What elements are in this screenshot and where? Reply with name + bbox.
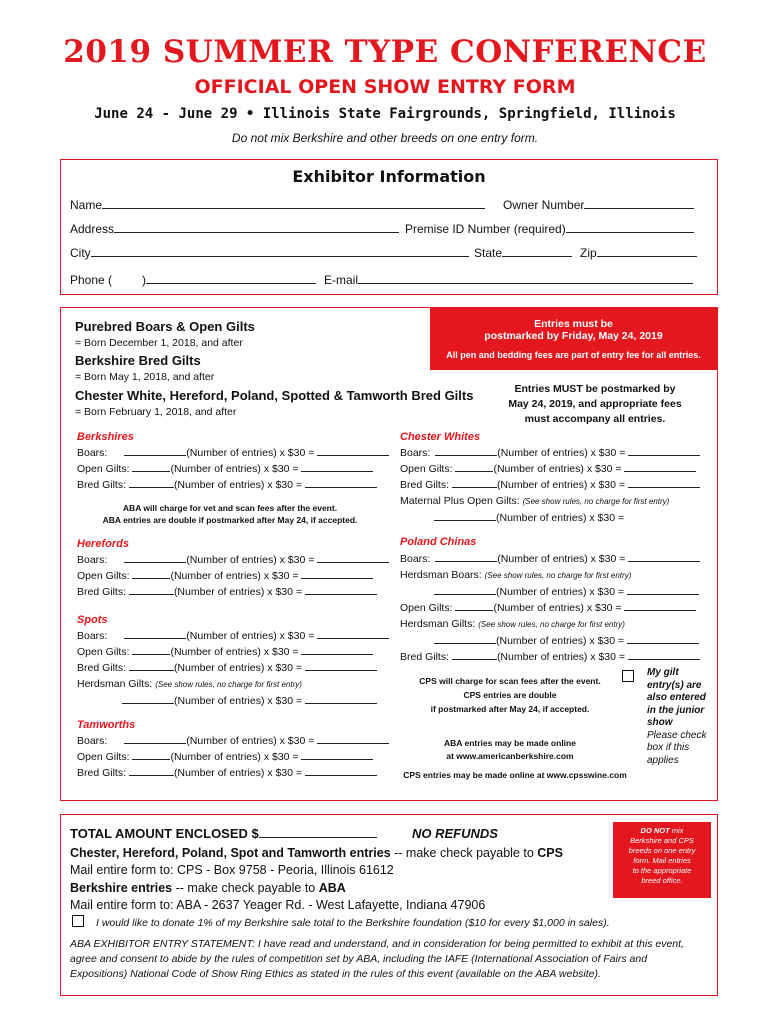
here-boars-calc: (Number of entries) x $30 = bbox=[186, 554, 315, 566]
poland-boars-count[interactable] bbox=[435, 551, 497, 562]
exhibitor-info-box bbox=[60, 159, 718, 295]
tam-opengilts-calc: (Number of entries) x $30 = bbox=[170, 751, 299, 763]
tam-boars-total[interactable] bbox=[317, 733, 389, 744]
chester-opengilts-count[interactable] bbox=[455, 461, 493, 472]
poland-bredgilts-label: Bred Gilts: bbox=[400, 651, 450, 663]
poland-bredgilts-total[interactable] bbox=[628, 649, 700, 660]
berk-boars-count[interactable] bbox=[124, 445, 186, 456]
poland-boars-total[interactable] bbox=[628, 551, 700, 562]
postmark-note bbox=[495, 382, 695, 427]
poland-herdsman-gilts-rules: (See show rules, no charge for first entry) bbox=[478, 620, 625, 629]
chester-bredgilts-count[interactable] bbox=[452, 477, 497, 488]
chester-bredgilts-label: Bred Gilts: bbox=[400, 479, 450, 491]
chester-bredgilts-calc: (Number of entries) x $30 = bbox=[496, 479, 626, 491]
aba-entry-statement: ABA EXHIBITOR ENTRY STATEMENT: I have read and understand, and in consideration for being permitted to exhibit at this event, agree and consent to abide by the rules of competition set by ABA, including the IAFE (International Association of Fairs and Expositions) National Code of Show Ring Ethics as stated in the rules of this event (available on the ABA website). bbox=[70, 938, 684, 980]
chester-boars-total[interactable] bbox=[628, 445, 700, 456]
postmark-banner bbox=[430, 308, 717, 370]
state-label: State bbox=[474, 246, 503, 260]
spot-boars-count[interactable] bbox=[124, 628, 186, 639]
total-amount-label: TOTAL AMOUNT ENCLOSED $ bbox=[70, 826, 259, 841]
here-opengilts-count[interactable] bbox=[132, 568, 170, 579]
junior-l7: box if this bbox=[647, 742, 690, 753]
cps-mail-address: Mail entire form to: CPS - Box 9758 - Peoria, Illinois 61612 bbox=[70, 863, 394, 877]
dnm-l3: breeds on one entry bbox=[628, 846, 696, 855]
aba-mail-address: Mail entire form to: ABA - 2637 Yeager Rd. - West Lafayette, Indiana 47906 bbox=[70, 898, 486, 912]
here-boars-label: Boars: bbox=[77, 554, 108, 566]
junior-l3: also entered bbox=[647, 692, 706, 703]
dnm-l1: DO NOT bbox=[640, 826, 670, 835]
donate-checkbox[interactable] bbox=[72, 915, 84, 927]
dnm-l4: form. Mail entries bbox=[633, 856, 691, 865]
spot-herdsman-label: Herdsman Gilts: bbox=[77, 678, 153, 690]
berkshires-list bbox=[77, 445, 389, 493]
category-2-born: = Born May 1, 2018, and after bbox=[75, 371, 215, 383]
herefords-list bbox=[77, 552, 389, 600]
exhibitor-title: Exhibitor Information bbox=[292, 167, 486, 186]
phone-close: ) bbox=[142, 273, 147, 287]
berk-bredgilts-label: Bred Gilts: bbox=[77, 479, 127, 491]
chester-maternal-count[interactable] bbox=[434, 510, 496, 521]
junior-l5: show bbox=[647, 717, 673, 728]
aba-online-line1: ABA entries may be made online bbox=[444, 738, 576, 748]
chester-opengilts-calc: (Number of entries) x $30 = bbox=[493, 463, 622, 475]
aba-payable-text: -- make check payable to bbox=[172, 881, 319, 895]
spot-bredgilts-calc: (Number of entries) x $30 = bbox=[173, 662, 303, 674]
tam-opengilts-label: Open Gilts: bbox=[77, 751, 130, 763]
chester-bredgilts-total[interactable] bbox=[628, 477, 700, 488]
tam-bredgilts-label: Bred Gilts: bbox=[77, 767, 127, 779]
berk-boars-calc: (Number of entries) x $30 = bbox=[186, 447, 315, 459]
berk-bredgilts-total[interactable] bbox=[305, 477, 377, 488]
name-label: Name bbox=[70, 198, 103, 212]
donate-text: I would like to donate 1% of my Berkshire sale total to the Berkshire foundation ($10 for every $1,000 in sales). bbox=[96, 917, 610, 929]
dnm-l1b: mix bbox=[669, 826, 684, 835]
berk-opengilts-label: Open Gilts: bbox=[77, 463, 130, 475]
junior-l2: entry(s) are bbox=[647, 679, 702, 691]
spot-opengilts-label: Open Gilts: bbox=[77, 646, 130, 658]
poland-herdsman-boars-rules: (See show rules, no charge for first entry) bbox=[484, 571, 632, 580]
breed-herefords: Herefords bbox=[77, 538, 129, 550]
cps-payee: CPS bbox=[537, 846, 563, 860]
here-opengilts-total[interactable] bbox=[301, 568, 373, 579]
junior-show-note bbox=[647, 667, 706, 767]
berk-bredgilts-calc: (Number of entries) x $30 = bbox=[173, 479, 303, 491]
chester-boars-label: Boars: bbox=[400, 447, 431, 459]
berk-entries-label: Berkshire entries bbox=[70, 881, 173, 895]
category-3-title: Chester White, Hereford, Poland, Spotted & Tamworth Bred Gilts bbox=[75, 388, 474, 403]
name-field[interactable] bbox=[102, 198, 485, 209]
banner-line2: postmarked by Friday, May 24, 2019 bbox=[484, 330, 663, 342]
cps-note-line3: if postmarked after May 24, if accepted. bbox=[430, 704, 590, 714]
chester-maternal-rules: (See show rules, no charge for first entry) bbox=[522, 497, 670, 506]
category-2-title: Berkshire Bred Gilts bbox=[75, 353, 201, 368]
poland-herdsman-boars-label: Herdsman Boars: bbox=[400, 569, 482, 581]
spot-herdsman-rules: (See show rules, no charge for first entry) bbox=[155, 680, 302, 689]
phone-label: Phone ( bbox=[70, 273, 113, 287]
tamworths-list bbox=[77, 733, 389, 781]
total-amount-field[interactable] bbox=[259, 827, 377, 838]
zip-field[interactable] bbox=[597, 246, 697, 257]
here-bredgilts-count[interactable] bbox=[129, 584, 174, 595]
cps-payment-line bbox=[70, 846, 563, 860]
berk-opengilts-count[interactable] bbox=[132, 461, 170, 472]
tam-bredgilts-calc: (Number of entries) x $30 = bbox=[173, 767, 303, 779]
address-field[interactable] bbox=[114, 222, 399, 233]
junior-l4: in the junior bbox=[647, 704, 705, 716]
poland-herdsman-boars-total[interactable] bbox=[627, 584, 699, 595]
spot-bredgilts-total[interactable] bbox=[305, 660, 377, 671]
junior-l6: Please check bbox=[647, 729, 707, 741]
berk-boars-total[interactable] bbox=[317, 445, 389, 456]
poland-herdsman-gilts-total[interactable] bbox=[627, 633, 699, 644]
spots-list bbox=[77, 628, 389, 709]
category-1-title: Purebred Boars & Open Gilts bbox=[75, 319, 255, 334]
tam-boars-count[interactable] bbox=[124, 733, 186, 744]
poland-herdsman-boars-calc: (Number of entries) x $30 = bbox=[496, 586, 625, 598]
aba-online-line2: at www.americanberkshire.com bbox=[446, 751, 574, 761]
banner-line3: All pen and bedding fees are part of entry fee for all entries. bbox=[446, 350, 701, 360]
spot-opengilts-total[interactable] bbox=[301, 644, 373, 655]
chester-opengilts-total[interactable] bbox=[624, 461, 696, 472]
spot-herdsman-calc: (Number of entries) x $30 = bbox=[174, 695, 303, 707]
tam-opengilts-count[interactable] bbox=[132, 749, 170, 760]
form-title: 2019 SUMMER TYPE CONFERENCE bbox=[63, 34, 707, 70]
city-label: City bbox=[70, 246, 91, 260]
breed-berkshires: Berkshires bbox=[77, 431, 134, 443]
spot-boars-calc: (Number of entries) x $30 = bbox=[186, 630, 315, 642]
address-label: Address bbox=[70, 222, 115, 236]
poland-opengilts-calc: (Number of entries) x $30 = bbox=[493, 602, 622, 614]
chester-opengilts-label: Open Gilts: bbox=[400, 463, 453, 475]
total-amount bbox=[70, 826, 377, 841]
poland-list bbox=[400, 551, 700, 665]
spot-herdsman-total[interactable] bbox=[305, 693, 377, 704]
email-field[interactable] bbox=[358, 273, 693, 284]
cps-charge-note bbox=[405, 674, 615, 716]
aba-note-line2: ABA entries are double if postmarked after May 24, if accepted. bbox=[102, 515, 358, 525]
poland-herdsman-gilts-count[interactable] bbox=[434, 633, 496, 644]
postmark-note-line2: May 24, 2019, and appropriate fees bbox=[508, 398, 682, 410]
owner-number-field[interactable] bbox=[584, 198, 694, 209]
poland-bredgilts-count[interactable] bbox=[452, 649, 497, 660]
poland-herdsman-boars-count[interactable] bbox=[434, 584, 496, 595]
spot-bredgilts-count[interactable] bbox=[129, 660, 174, 671]
aba-note-line1: ABA will charge for vet and scan fees after the event. bbox=[122, 503, 338, 513]
junior-show-checkbox[interactable] bbox=[622, 670, 634, 682]
poland-herdsman-gilts-label: Herdsman Gilts: bbox=[400, 618, 476, 630]
spot-opengilts-calc: (Number of entries) x $30 = bbox=[170, 646, 299, 658]
dnm-l2: Berkshire and CPS bbox=[630, 836, 694, 845]
dnm-l5: to the appropriate bbox=[632, 866, 692, 875]
postmark-note-line1: Entries MUST be postmarked by bbox=[514, 383, 676, 395]
cps-online-note: CPS entries may be made online at www.cpsswine.com bbox=[403, 770, 627, 780]
poland-boars-calc: (Number of entries) x $30 = bbox=[497, 553, 626, 565]
aba-online-note bbox=[405, 737, 615, 763]
here-opengilts-calc: (Number of entries) x $30 = bbox=[170, 570, 299, 582]
poland-bredgilts-calc: (Number of entries) x $30 = bbox=[496, 651, 626, 663]
poland-opengilts-total[interactable] bbox=[624, 600, 696, 611]
poland-herdsman-gilts-calc: (Number of entries) x $30 = bbox=[496, 635, 625, 647]
breed-tamworths: Tamworths bbox=[77, 719, 136, 731]
postmark-note-line3: must accompany all entries. bbox=[524, 413, 666, 425]
tam-boars-label: Boars: bbox=[77, 735, 108, 747]
category-3-born: = Born February 1, 2018, and after bbox=[75, 406, 237, 418]
berk-boars-label: Boars: bbox=[77, 447, 108, 459]
zip-label: Zip bbox=[580, 246, 597, 260]
here-bredgilts-label: Bred Gilts: bbox=[77, 586, 127, 598]
here-boars-total[interactable] bbox=[317, 552, 389, 563]
chester-boars-count[interactable] bbox=[435, 445, 497, 456]
banner-line1: Entries must be bbox=[534, 318, 613, 330]
junior-l1: My gilt bbox=[647, 667, 679, 678]
junior-l8: applies bbox=[647, 754, 679, 766]
here-bredgilts-calc: (Number of entries) x $30 = bbox=[173, 586, 303, 598]
cps-entries-label: Chester, Hereford, Poland, Spot and Tamworth entries bbox=[70, 846, 391, 860]
no-refunds: NO REFUNDS bbox=[412, 826, 498, 841]
state-field[interactable] bbox=[502, 246, 572, 257]
chester-maternal-calc: (Number of entries) x $30 = bbox=[496, 512, 625, 524]
dnm-l6: breed office. bbox=[641, 876, 683, 885]
tam-boars-calc: (Number of entries) x $30 = bbox=[186, 735, 315, 747]
do-not-mix-notice bbox=[613, 822, 711, 898]
tam-bredgilts-total[interactable] bbox=[305, 765, 377, 776]
spot-bredgilts-label: Bred Gilts: bbox=[77, 662, 127, 674]
aba-payment-line bbox=[70, 881, 346, 895]
spot-boars-label: Boars: bbox=[77, 630, 108, 642]
breed-chester-whites: Chester Whites bbox=[400, 431, 481, 443]
berk-opengilts-calc: (Number of entries) x $30 = bbox=[170, 463, 299, 475]
poland-opengilts-count[interactable] bbox=[455, 600, 493, 611]
here-boars-count[interactable] bbox=[124, 552, 186, 563]
spot-opengilts-count[interactable] bbox=[132, 644, 170, 655]
phone-field[interactable] bbox=[146, 273, 316, 284]
tam-opengilts-total[interactable] bbox=[301, 749, 373, 760]
aba-charge-note bbox=[75, 503, 385, 525]
cps-note-line2: CPS entries are double bbox=[463, 690, 557, 700]
form-subtitle: OFFICIAL OPEN SHOW ENTRY FORM bbox=[194, 76, 576, 98]
here-opengilts-label: Open Gilts: bbox=[77, 570, 130, 582]
spot-herdsman-count[interactable] bbox=[122, 693, 174, 704]
here-bredgilts-total[interactable] bbox=[305, 584, 377, 595]
city-field[interactable] bbox=[91, 246, 469, 257]
chester-list bbox=[400, 445, 700, 526]
category-1-born: = Born December 1, 2018, and after bbox=[75, 337, 243, 349]
breed-spots: Spots bbox=[77, 614, 108, 626]
berk-opengilts-total[interactable] bbox=[301, 461, 373, 472]
berk-bredgilts-count[interactable] bbox=[129, 477, 174, 488]
email-label: E-mail bbox=[324, 273, 359, 287]
breed-poland-chinas: Poland Chinas bbox=[400, 536, 477, 548]
chester-maternal-label: Maternal Plus Open Gilts: bbox=[400, 495, 520, 507]
aba-payee: ABA bbox=[318, 881, 346, 895]
tam-bredgilts-count[interactable] bbox=[129, 765, 174, 776]
event-dates: June 24 - June 29 • Illinois State Fairgrounds, Springfield, Illinois bbox=[94, 106, 676, 122]
premise-id-field[interactable] bbox=[566, 222, 694, 233]
spot-boars-total[interactable] bbox=[317, 628, 389, 639]
poland-opengilts-label: Open Gilts: bbox=[400, 602, 453, 614]
poland-boars-label: Boars: bbox=[400, 553, 431, 565]
breed-mix-note: Do not mix Berkshire and other breeds on one entry form. bbox=[231, 131, 539, 145]
premise-id-label: Premise ID Number (required) bbox=[405, 222, 566, 236]
owner-number-label: Owner Number bbox=[503, 198, 585, 212]
cps-payable-text: -- make check payable to bbox=[390, 846, 538, 860]
cps-note-line1: CPS will charge for scan fees after the event. bbox=[419, 676, 601, 686]
chester-boars-calc: (Number of entries) x $30 = bbox=[497, 447, 626, 459]
